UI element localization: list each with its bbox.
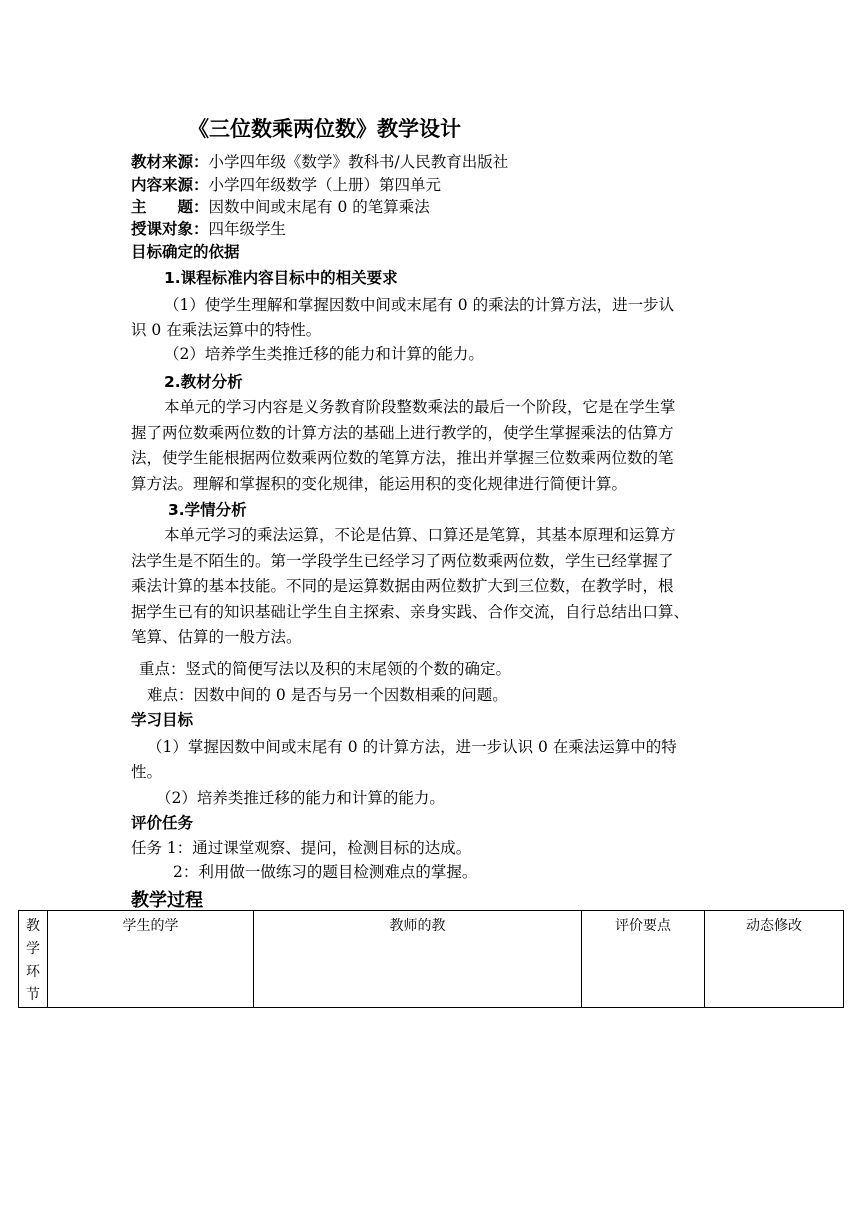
meta-value: 小学四年级数学（上册）第四单元 — [208, 176, 442, 194]
column-header-revision: 动态修改 — [705, 911, 844, 1008]
goals-heading: 学习目标 — [131, 711, 194, 729]
requirement-2: （2）培养学生类推迁移的能力和计算的能力。 — [164, 345, 484, 363]
meta-label: 教材来源： — [131, 153, 209, 171]
document-title: 《三位数乘两位数》教学设计 — [188, 117, 461, 141]
table-row — [19, 911, 844, 1008]
evaluation-task-2: 2：利用做一做练习的题目检测难点的掌握。 — [173, 863, 478, 881]
column-header-student: 学生的学 — [48, 911, 254, 1008]
requirement-1-line1: （1）使学生理解和掌握因数中间或末尾有 0 的乘法的计算方法，进一步认 — [164, 296, 675, 314]
stage-char: 学 — [26, 941, 40, 957]
basis-sub1: 1.课程标准内容目标中的相关要求 — [164, 269, 398, 287]
analysis-line: 本单元的学习内容是义务教育阶段整数乘法的最后一个阶段，它是在学生掌 — [164, 398, 676, 416]
meta-value: 因数中间或末尾有 0 的笔算乘法 — [208, 198, 430, 216]
meta-value: 小学四年级《数学》教科书/人民教育出版社 — [208, 153, 509, 171]
requirement-1-line2: 识 0 在乘法运算中的特性。 — [131, 321, 322, 339]
process-table — [18, 910, 844, 1008]
column-header-teacher: 教师的教 — [254, 911, 582, 1008]
stage-cell — [19, 911, 48, 1008]
analysis-paragraph — [131, 395, 731, 497]
situation-line: 据学生已有的知识基础让学生自主探索、亲身实践、合作交流，自行总结出口算、 — [131, 602, 690, 621]
goal-1-line2: 性。 — [131, 763, 163, 781]
stage-char: 教 — [26, 918, 40, 934]
situation-line: 法学生是不陌生的。第一学段学生已经学习了两位数乘两位数，学生已经掌握了 — [131, 551, 674, 570]
key-point: 重点：竖式的简便写法以及积的末尾领的个数的确定。 — [139, 660, 512, 678]
basis-sub2: 2.教材分析 — [164, 373, 243, 391]
situation-paragraph — [131, 523, 731, 651]
column-header-evaluation: 评价要点 — [582, 911, 705, 1008]
analysis-line: 握了两位数乘两位数的计算方法的基础上进行教学的，使学生掌握乘法的估算方 — [131, 423, 674, 442]
analysis-line: 算方法。理解和掌握积的变化规律，能运用积的变化规律进行简便计算。 — [131, 474, 628, 493]
stage-char: 节 — [26, 987, 40, 1003]
basis-heading: 目标确定的依据 — [131, 243, 240, 261]
meta-source — [131, 152, 508, 172]
situation-line: 本单元学习的乘法运算，不论是估算、口算还是笔算，其基本原理和运算方 — [164, 526, 676, 544]
meta-label: 授课对象： — [131, 220, 209, 238]
process-heading: 教学过程 — [131, 890, 203, 911]
difficulty: 难点：因数中间的 0 是否与另一个因数相乘的问题。 — [147, 686, 508, 704]
situation-line: 乘法计算的基本技能。不同的是运算数据由两位数扩大到三位数，在教学时，根 — [131, 577, 674, 596]
basis-sub3: 3.学情分析 — [168, 501, 247, 519]
evaluation-heading: 评价任务 — [131, 814, 194, 832]
meta-value: 四年级学生 — [208, 220, 287, 238]
stage-char: 环 — [26, 964, 40, 980]
goal-2: （2）培养类推迁移的能力和计算的能力。 — [156, 789, 445, 807]
situation-line: 笔算、估算的一般方法。 — [131, 628, 302, 647]
analysis-line: 法，使学生能根据两位数乘两位数的笔算方法，推出并掌握三位数乘两位数的笔 — [131, 449, 674, 468]
meta-label: 主 题： — [131, 198, 209, 216]
meta-audience — [131, 219, 286, 239]
goal-1-line1: （1）掌握因数中间或末尾有 0 的计算方法，进一步认识 0 在乘法运算中的特 — [147, 738, 677, 756]
meta-topic — [131, 197, 430, 217]
evaluation-task-1: 任务 1：通过课堂观察、提问，检测目标的达成。 — [131, 839, 472, 857]
meta-label: 内容来源： — [131, 176, 209, 194]
meta-content-source — [131, 175, 441, 195]
